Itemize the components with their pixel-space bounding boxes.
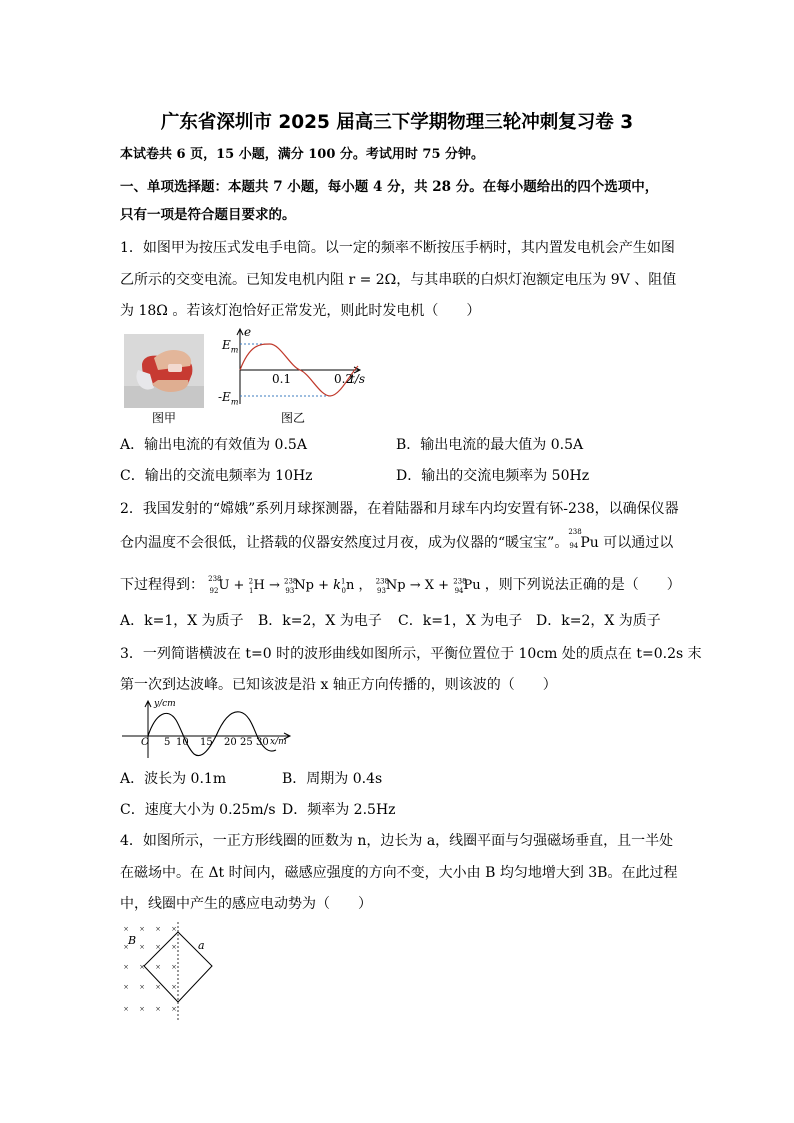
flashlight-photo xyxy=(124,334,204,408)
wave-x-label: x/m xyxy=(270,737,287,747)
nuclear-equations: $^{238}_{92}U + ^2_1H \to ^{238}_{93}Np + k^1_0n$ ， $^{238}_{93}$Np → X + $^{238}_{94}$Pu xyxy=(208,574,485,595)
side-a-label: a xyxy=(198,939,205,952)
svg-text:×: × xyxy=(155,924,161,934)
svg-text:×: × xyxy=(123,924,129,934)
page-title: 广东省深圳市 2025 届高三下学期物理三轮冲刺复习卷 3 xyxy=(160,112,634,133)
graph-tick-0-2: 0.2 xyxy=(334,372,354,386)
fig-a-caption: 图甲 xyxy=(152,411,177,425)
wave-tick-25: 25 xyxy=(240,737,253,748)
q4-stem-line2: 在磁场中。在 Δt 时间内，磁感应强度的方向不变，大小由 B 均匀地增大到 3B。在此过程 xyxy=(120,865,678,881)
q1-option-d: D．输出的交流电频率为 50Hz xyxy=(396,468,590,484)
svg-text:×: × xyxy=(171,942,177,952)
section1-heading-line2: 只有一项是符合题目要求的。 xyxy=(120,207,296,223)
svg-text:×: × xyxy=(171,962,177,972)
svg-text:×: × xyxy=(155,962,161,972)
svg-text:×: × xyxy=(139,962,145,972)
fig-b-caption: 图乙 xyxy=(281,411,306,425)
q2-stem-line2: 仓内温度不会很低，让搭载的仪器安然度过月夜，成为仪器的“暖宝宝”。 238 94 Pu 可以通过以 xyxy=(120,528,674,551)
svg-text:×: × xyxy=(171,1004,177,1014)
q3-wave-graph xyxy=(118,698,298,760)
svg-text:×: × xyxy=(139,982,145,992)
section1-heading-line1: 一、单项选择题：本题共 7 小题，每小题 4 分，共 28 分。在每小题给出的四个选项中， xyxy=(120,179,659,195)
q1-axes xyxy=(237,329,360,404)
wave-tick-10: 10 xyxy=(176,737,189,748)
q2-stem-line1: 2．我国发射的“嫦娥”系列月球探测器，在着陆器和月球车内均安置有钚-238，以确保仪器 xyxy=(120,501,679,517)
svg-text:×: × xyxy=(171,982,177,992)
q2-option-c: C．k=1，X 为电子 xyxy=(398,613,523,629)
q1-stem-line2: 乙所示的交变电流。已知发电机内阻 r = 2Ω，与其串联的白炽灯泡额定电压为 9V 、阻值 xyxy=(120,272,677,288)
q3-stem-line1: 3．一列简谐横波在 t=0 时的波形曲线如图所示，平衡位置位于 10cm 处的质点在 t=0.2s 末 xyxy=(120,646,702,662)
q1-option-b: B．输出电流的最大值为 0.5A xyxy=(396,437,584,453)
q1-option-c: C．输出的交流电频率为 10Hz xyxy=(120,468,313,484)
q3-option-b: B．周期为 0.4s xyxy=(282,771,383,787)
q1-stem-line1: 1．如图甲为按压式发电手电筒。以一定的频率不断按压手柄时，其内置发电机会产生如图 xyxy=(120,240,675,256)
svg-text:×: × xyxy=(123,942,129,952)
wave-tick-20: 20 xyxy=(224,737,237,748)
exam-info: 本试卷共 6 页，15 小题，满分 100 分。考试用时 75 分钟。 xyxy=(120,147,485,162)
q4-stem-line3: 中，线圈中产生的感应电动势为（ ） xyxy=(120,896,372,912)
svg-text:×: × xyxy=(139,942,145,952)
q2-option-b: B．k=2，X 为电子 xyxy=(258,613,382,629)
wave-curve xyxy=(148,712,276,756)
graph-neg-em-label: $-E_m$ xyxy=(218,390,239,407)
graph-tick-0-1: 0.1 xyxy=(272,372,292,386)
q3-stem-line2: 第一次到达波峰。已知该波是沿 x 轴正方向传播的，则该波的（ ） xyxy=(120,677,557,693)
q2-option-a: A．k=1，X 为质子 xyxy=(120,613,244,629)
flashlight-illustration xyxy=(124,334,204,408)
svg-text:×: × xyxy=(123,962,129,972)
q4-stem-line1: 4．如图所示，一正方形线圈的匝数为 n，边长为 a，线圈平面与匀强磁场垂直，且一半处 xyxy=(120,833,674,849)
svg-text:×: × xyxy=(155,982,161,992)
q1-option-a: A．输出电流的有效值为 0.5A xyxy=(120,437,307,453)
wave-tick-15: 15 xyxy=(200,737,213,748)
q1-stem-line3: 为 18Ω 。若该灯泡恰好正常发光，则此时发电机（ ） xyxy=(120,303,481,319)
q3-option-a: A．波长为 0.1m xyxy=(120,771,227,787)
wave-tick-5: 5 xyxy=(164,737,171,748)
field-b-label: B xyxy=(128,934,137,947)
wave-origin: O xyxy=(141,737,150,748)
svg-text:×: × xyxy=(171,924,177,934)
svg-text:×: × xyxy=(155,942,161,952)
svg-text:×: × xyxy=(123,982,129,992)
svg-text:×: × xyxy=(155,1004,161,1014)
wave-tick-30: 30 xyxy=(256,737,269,748)
q3-option-d: D．频率为 2.5Hz xyxy=(282,802,396,818)
q2-option-d: D．k=2，X 为质子 xyxy=(536,613,661,629)
q2-stem-line3: 下过程得到： $^{238}_{92}U + ^2_1H \to ^{238}_{93}Np + k^1_0n$ ， $^{238}_{93}$Np → X + $^{238}_{94}$Pu ，则下列说法正确的是（ ） xyxy=(120,574,681,595)
graph-x-label: t/s xyxy=(350,372,366,386)
q3-option-c: C．速度大小为 0.25m/s xyxy=(120,802,276,818)
graph-em-label: $E_m$ xyxy=(222,338,239,355)
svg-text:×: × xyxy=(139,924,145,934)
svg-text:×: × xyxy=(123,1004,129,1014)
svg-text:×: × xyxy=(139,1004,145,1014)
wave-y-label: y/cm xyxy=(154,699,176,709)
graph-y-label: e xyxy=(244,325,252,339)
